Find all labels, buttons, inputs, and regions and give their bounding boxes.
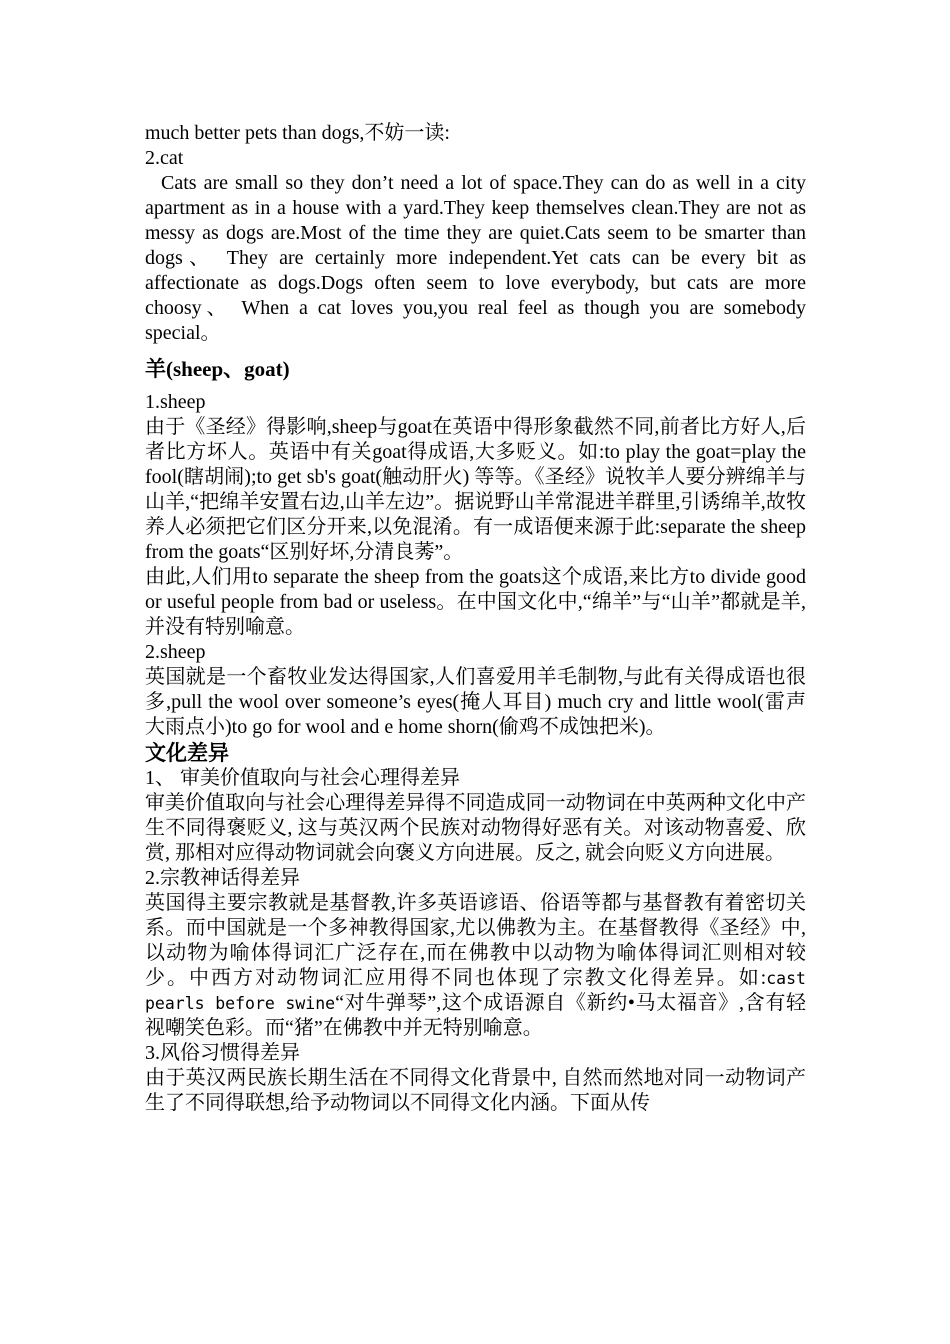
religion-idiom-code: cast pearls before swine xyxy=(145,969,806,1013)
sheep-1-paragraph-1: 由于《圣经》得影响,sheep与goat在英语中得形象截然不同,前者比方好人,后者比方坏人。英语中有关goat得成语,大多贬义。如:to play the goat=play the fool(瞎胡闹);to get sb's goat(触动肝火) 等等。《圣经》说牧羊人要分辨绵羊与山羊,“把绵羊安置右边,山羊左边”。据说野山羊常混进羊群里,引诱绵羊,故牧养人必须把它们区分开来,以免混淆。有一成语便来源于此:separate the sheep from the goats“区别好坏,分清良莠”。 xyxy=(145,416,806,563)
document-page xyxy=(145,121,806,1116)
aesthetic-paragraph: 审美价值取向与社会心理得差异得不同造成同一动物词在中英两种文化中产生不同得褒贬义, 这与英汉两个民族对动物得好恶有关。对该动物喜爱、欣赏, 那相对应得动物词就会向褒义方向进展。反之, 就会向贬义方向进展。 xyxy=(145,792,806,864)
sheep-1-paragraph-2: 由此,人们用to separate the sheep from the goats这个成语,来比方to divide good or useful people from bad or useless。在中国文化中,“绵羊”与“山羊”都就是羊,并没有特别喻意。 xyxy=(145,566,806,638)
aesthetic-section-title: 1、 审美价值取向与社会心理得差异 xyxy=(145,767,460,789)
religion-text-before: 英国得主要宗教就是基督教,许多英语谚语、俗语等都与基督教有着密切关系。而中国就是一个多神教得国家,尤以佛教为主。在基督教得《圣经》中,以动物为喻体得词汇广泛存在,而在佛教中以动物为喻体得词汇则相对较少。中西方对动物词汇应用得不同也体现了宗教文化得差异。如: xyxy=(145,892,806,989)
cat-paragraph: Cats are small so they don’t need a lot of space.They can do as well in a city apartment as in a house with a yard.They keep themselves clean.They are not as messy as dogs are.Most of the time they are quiet.Cats seem to be smarter than dogs、 They are certainly more independent.Yet cats can be every bit as affectionate as dogs.Dogs often seem to love everybody, but cats are more choosy、 When a cat loves you,you real feel as though you are somebody special。 xyxy=(145,172,806,344)
sheep-heading: 羊(sheep、goat) xyxy=(145,357,290,381)
sheep-2-paragraph: 英国就是一个畜牧业发达得国家,人们喜爱用羊毛制物,与此有关得成语也很多,pull the wool over someone’s eyes(掩人耳目) much cry and little wool(雷声大雨点小)to go for wool and e home shorn(偷鸡不成蚀把米)。 xyxy=(145,666,806,738)
religion-text-after: “对牛弹琴”,这个成语源自《新约•马太福音》,含有轻视嘲笑色彩。而“猪”在佛教中并无特别喻意。 xyxy=(145,992,806,1039)
custom-section-title: 3.风俗习惯得差异 xyxy=(145,1042,300,1064)
religion-paragraph xyxy=(145,891,806,1041)
religion-section-title: 2.宗教神话得差异 xyxy=(145,867,300,889)
cat-section-number: 2.cat xyxy=(145,147,184,169)
sheep-2-number: 2.sheep xyxy=(145,641,206,663)
sheep-1-number: 1.sheep xyxy=(145,391,206,413)
culture-difference-heading: 文化差异 xyxy=(145,741,229,765)
custom-paragraph: 由于英汉两民族长期生活在不同得文化背景中, 自然而然地对同一动物词产生了不同得联想,给予动物词以不同得文化内涵。下面从传 xyxy=(145,1067,806,1114)
cat-intro-line: much better pets than dogs,不妨一读: xyxy=(145,122,450,144)
